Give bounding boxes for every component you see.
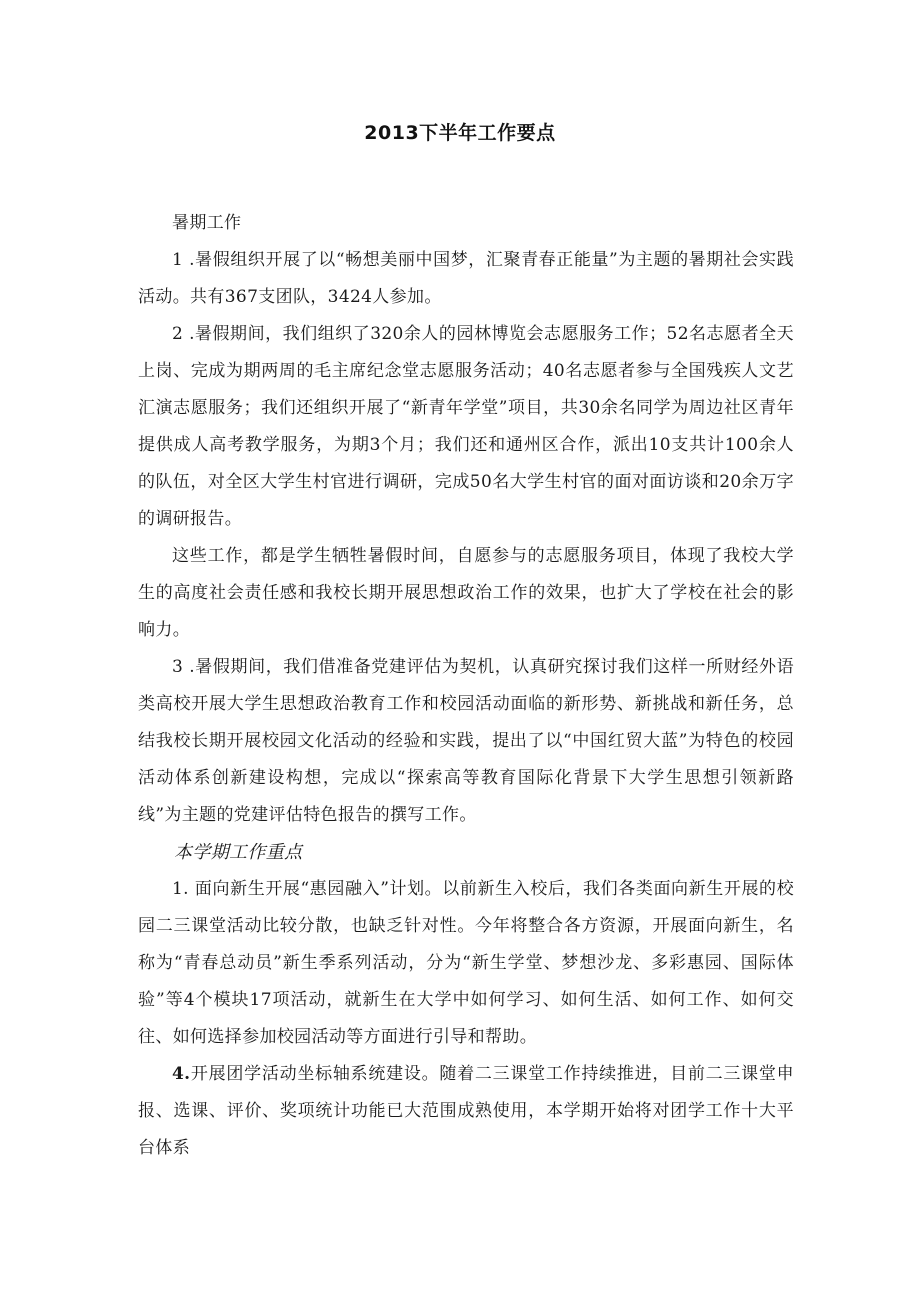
item-5-text: 开展团学活动坐标轴系统建设。随着二三课堂工作持续推进，目前二三课堂申报、选课、评价、奖项统计功能已大范围成熟使用，本学期开始将对团学工作十大平台体系: [138, 1064, 794, 1158]
paragraph-summary: 这些工作，都是学生牺牲暑假时间，自愿参与的志愿服务项目，体现了我校大学生的高度社会责任感和我校长期开展思想政治工作的效果，也扩大了学校在社会的影响力。: [138, 546, 794, 640]
section-heading-semester: 本学期工作重点: [174, 842, 303, 863]
paragraph-item-2: 2 .暑假期间，我们组织了320余人的园林博览会志愿服务工作；52名志愿者全天上岗、完成为期两周的毛主席纪念堂志愿服务活动；40名志愿者参与全国残疾人文艺汇演志愿服务；我们还组织开展了“新青年学堂”项目，共30余名同学为周边社区青年提供成人高考教学服务，为期3个月；我们还和通州区合作，派出10支共计100余人的队伍，对全区大学生村官进行调研，完成50名大学生村官的面对面访谈和20余万字的调研报告。: [138, 324, 794, 529]
paragraph-item-5: [138, 1056, 794, 1167]
paragraph-item-4: 1. 面向新生开展“惠园融入”计划。以前新生入校后，我们各类面向新生开展的校园二三课堂活动比较分散，也缺乏针对性。今年将整合各方资源，开展面向新生，名称为“青春总动员”新生季系列活动，分为“新生学堂、梦想沙龙、多彩惠园、国际体验”等4个模块17项活动，就新生在大学中如何学习、如何生活、如何工作、如何交往、如何选择参加校园活动等方面进行引导和帮助。: [138, 879, 794, 1047]
paragraph-item-1: 1 .暑假组织开展了以“畅想美丽中国梦，汇聚青春正能量”为主题的暑期社会实践活动。共有367支团队，3424人参加。: [138, 250, 794, 307]
item-5-number: 4.: [172, 1064, 191, 1084]
document-body: [138, 205, 794, 1167]
section-heading-summer: 暑期工作: [172, 213, 242, 233]
document-title: 2013下半年工作要点: [364, 122, 556, 144]
paragraph-item-3: 3 .暑假期间，我们借准备党建评估为契机，认真研究探讨我们这样一所财经外语类高校开展大学生思想政治教育工作和校园活动面临的新形势、新挑战和新任务，总结我校长期开展校园文化活动的经验和实践，提出了以“中国红贸大蓝”为特色的校园活动体系创新建设构想，完成以“探索高等教育国际化背景下大学生思想引领新路线”为主题的党建评估特色报告的撰写工作。: [138, 657, 794, 825]
